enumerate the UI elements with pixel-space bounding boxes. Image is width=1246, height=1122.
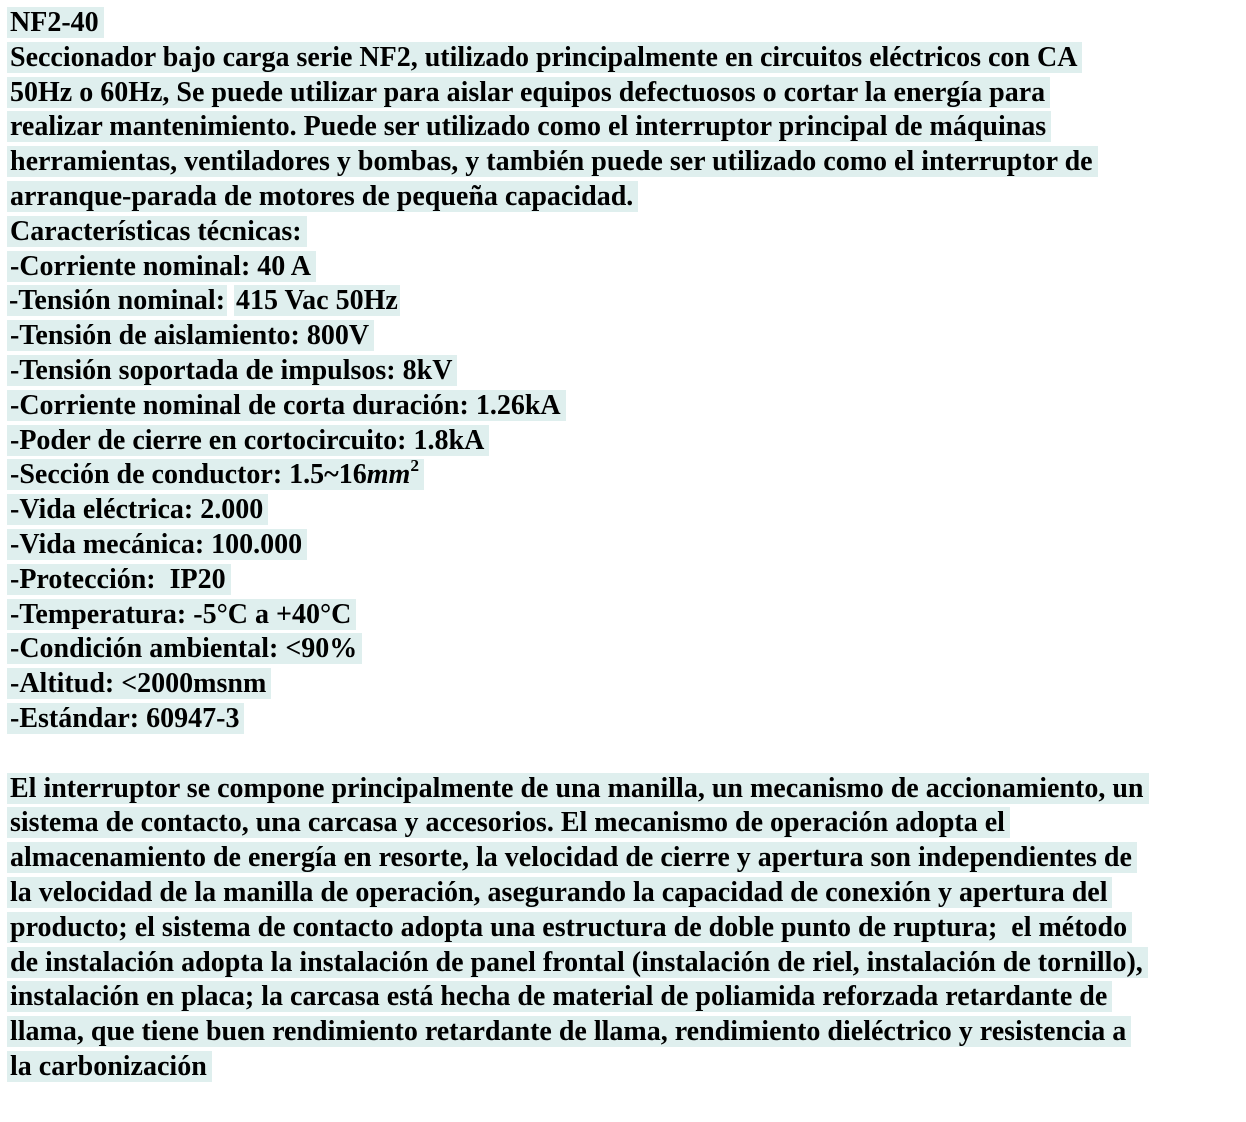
intro-line: realizar mantenimiento. Puede ser utilizado como el interruptor principal de máquinas (7, 110, 1246, 145)
spec-line-condicion-ambiental: -Condición ambiental: <90% (7, 632, 1246, 667)
intro-line: herramientas, ventiladores y bombas, y también puede ser utilizado como el interruptor de (7, 145, 1246, 180)
spec-line-tension-aislamiento: -Tensión de aislamiento: 800V (7, 319, 1246, 354)
description-line: almacenamiento de energía en resorte, la velocidad de cierre y apertura son independientes de (7, 841, 1246, 876)
unit-exponent: 2 (410, 456, 419, 476)
spec-line-poder-cierre: -Poder de cierre en cortocircuito: 1.8kA (7, 424, 1246, 459)
description-line: la velocidad de la manilla de operación, asegurando la capacidad de conexión y apertura del (7, 876, 1246, 911)
description-line: El interruptor se compone principalmente de una manilla, un mecanismo de accionamiento, un (7, 772, 1246, 807)
spec-line-vida-mecanica: -Vida mecánica: 100.000 (7, 528, 1246, 563)
highlight-gap (227, 285, 234, 316)
specs-header-line (7, 215, 1246, 250)
description-paragraph (7, 772, 1246, 1085)
spec-line-estandar: -Estándar: 60947-3 (7, 702, 1246, 737)
description-line: instalación en placa; la carcasa está hecha de material de poliamida reforzada retardante de (7, 980, 1246, 1015)
spec-line-altitud: -Altitud: <2000msnm (7, 667, 1246, 702)
intro-line: 50Hz o 60Hz, Se puede utilizar para aislar equipos defectuosos o cortar la energía para (7, 76, 1246, 111)
product-title-line (7, 6, 1246, 41)
unit-mm-italic: mm (366, 459, 411, 491)
description-line: sistema de contacto, una carcasa y accesorios. El mecanismo de operación adopta el (7, 806, 1246, 841)
paragraph-separator (7, 737, 1246, 772)
spec-value: 415 Vac 50Hz (236, 285, 398, 317)
description-line: de instalación adopta la instalación de panel frontal (instalación de riel, instalación de tornillo), (7, 946, 1246, 981)
description-line: la carbonización (7, 1050, 1246, 1085)
spec-line-seccion-conductor (7, 458, 1246, 493)
spec-line-temperatura: -Temperatura: -5°C a +40°C (7, 598, 1246, 633)
specs-header: Características técnicas: (7, 216, 307, 247)
intro-line: Seccionador bajo carga serie NF2, utilizado principalmente en circuitos eléctricos con CA (7, 41, 1246, 76)
spec-line-vida-electrica: -Vida eléctrica: 2.000 (7, 493, 1246, 528)
spec-label: -Tensión nominal: (9, 285, 226, 317)
spec-line-tension-nominal (7, 284, 1246, 319)
intro-line: arranque-parada de motores de pequeña capacidad. (7, 180, 1246, 215)
intro-paragraph (7, 41, 1246, 215)
spec-line-corriente-nominal: -Corriente nominal: 40 A (7, 250, 1246, 285)
spec-prefix: -Sección de conductor: 1.5~16 (10, 459, 367, 491)
description-line: producto; el sistema de contacto adopta una estructura de doble punto de ruptura; el método (7, 911, 1246, 946)
spec-line-tension-impulsos: -Tensión soportada de impulsos: 8kV (7, 354, 1246, 389)
spec-line-proteccion: -Protección: IP20 (7, 563, 1246, 598)
product-title: NF2-40 (7, 7, 104, 38)
spec-line-corriente-corta-duracion: -Corriente nominal de corta duración: 1.26kA (7, 389, 1246, 424)
specs-section (7, 215, 1246, 737)
description-line: llama, que tiene buen rendimiento retardante de llama, rendimiento dieléctrico y resistencia a (7, 1015, 1246, 1050)
